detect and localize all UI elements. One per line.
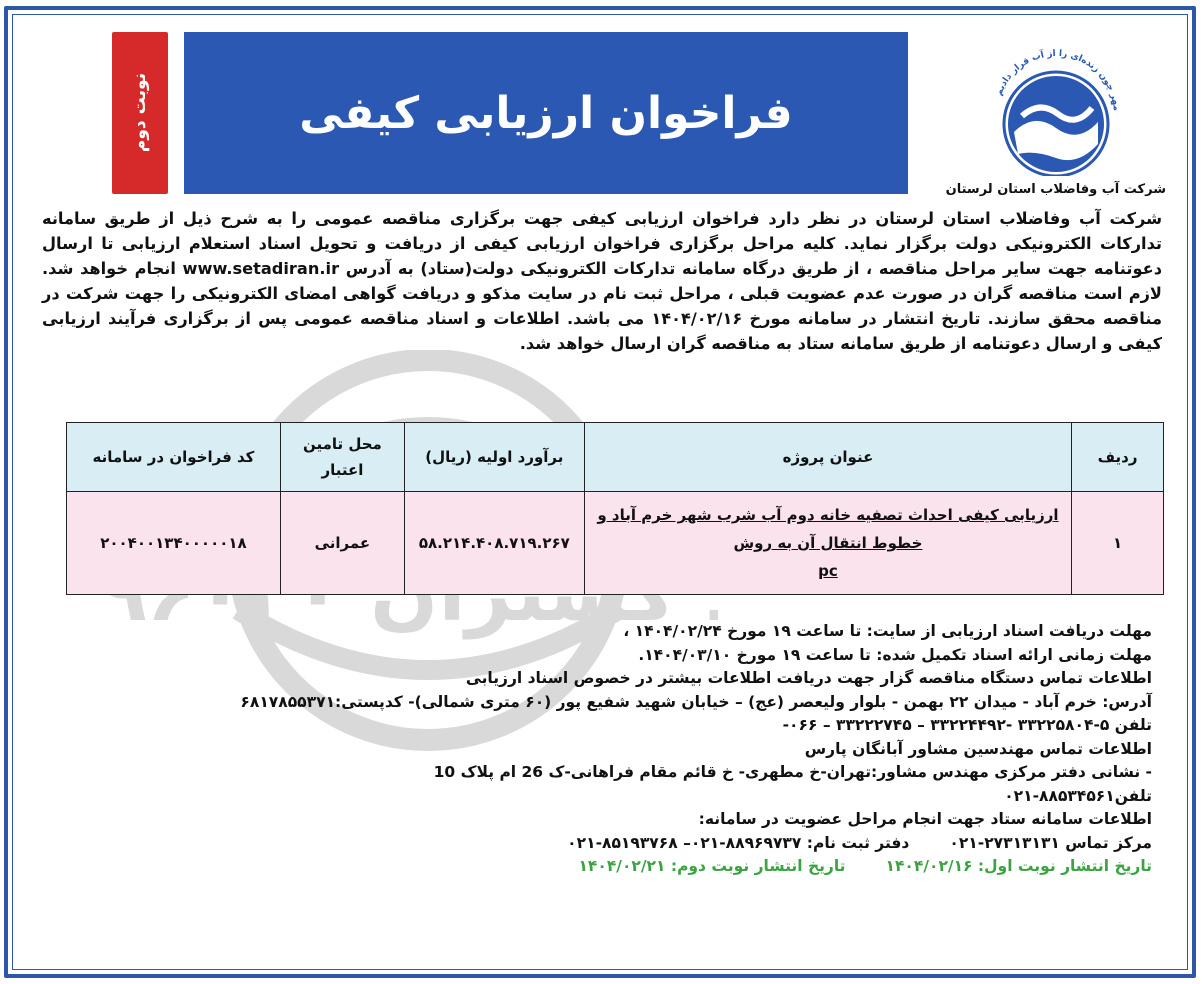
round-badge bbox=[112, 32, 168, 194]
cell-project-title: ارزیابی کیفی احداث تصفیه خانه دوم آب شرب شهر خرم آباد و خطوط انتقال آن به روش pc bbox=[584, 492, 1071, 595]
address: آدرس: خرم آباد - میدان ۲۲ بهمن - بلوار ولیعصر (عج) – خیابان شهید شفیع پور (۶۰ متری شمالی)- کدپستی:۶۸۱۷۸۵۵۳۷۱ bbox=[240, 692, 1152, 711]
header-funding-source: محل تامین اعتبار bbox=[280, 423, 404, 492]
publication-first: تاریخ انتشار نوبت اول: ۱۴۰۴/۰۲/۱۶ bbox=[885, 857, 1152, 875]
publication-second: تاریخ انتشار نوبت دوم: ۱۴۰۴/۰۲/۲۱ bbox=[578, 857, 846, 875]
table-row bbox=[67, 492, 1164, 595]
consultant-address: - نشانی دفتر مرکزی مهندس مشاور:تهران-خ مطهری- خ قائم مقام فراهانی-ک 26 ام پلاک 10 bbox=[433, 763, 1152, 781]
logo-slogan: مهر چون زنده‌ای را از آب قرار دادیم bbox=[994, 48, 1121, 112]
header-project-title: عنوان پروژه bbox=[584, 423, 1071, 492]
table-header-row bbox=[67, 423, 1164, 492]
intro-paragraph bbox=[42, 206, 1162, 356]
deadline-receive: مهلت دریافت اسناد ارزیابی از سایت: تا ساعت ۱۹ مورخ ۱۴۰۴/۰۲/۲۴ ، bbox=[623, 622, 1152, 640]
round-badge-label: نوبت دوم bbox=[130, 73, 150, 153]
setad-office: دفتر ثبت نام: ۸۸۹۶۹۷۳۷-۰۲۱– ۸۵۱۹۳۷۶۸-۰۲۱ bbox=[567, 833, 910, 852]
deadline-submit: مهلت زمانی ارائه اسناد تکمیل شده: تا ساعت ۱۹ مورخ ۱۴۰۴/۰۳/۱۰. bbox=[638, 645, 1152, 664]
notice-frame bbox=[4, 6, 1196, 978]
phone: تلفن ۵-۳۳۲۲۵۸۰۴ -۳۳۲۲۴۴۹۲ – ۳۳۲۲۲۷۴۵ – ۰۶۶- bbox=[782, 716, 1152, 734]
title-banner bbox=[184, 32, 908, 194]
cell-tender-code: ۲۰۰۴۰۰۱۳۴۰۰۰۰۰۱۸ bbox=[67, 492, 281, 595]
header-initial-estimate: برآورد اولیه (ریال) bbox=[404, 423, 584, 492]
page-title: فراخوان ارزیابی کیفی bbox=[299, 87, 793, 139]
cell-initial-estimate: ۵۸.۲۱۴.۴۰۸.۷۱۹.۲۶۷ bbox=[404, 492, 584, 595]
cell-row-number: ۱ bbox=[1072, 492, 1164, 595]
setad-contacts bbox=[42, 832, 1152, 856]
water-wave-logo-icon bbox=[978, 36, 1134, 176]
contact-title: اطلاعات تماس دستگاه مناقصه گزار جهت دریافت اطلاعات بیشتر در خصوص اسناد ارزیابی bbox=[465, 669, 1152, 687]
consultant-phone: تلفن۸۸۵۳۴۵۶۱-۰۲۱ bbox=[1004, 786, 1152, 805]
intro-text-2: انجام خواهد شد. لازم است مناقصه گران در صورت عدم عضویت قبلی ، مراحل ثبت نام در سایت مذکو و دریافت گواهی امضای الکترونیکی را جهت شرکت در مناقصه محقق سازند. تاریخ انتشار در سامانه مورخ ۱۴۰۴/۰۲/۱۶ می باشد. اطلاعات و اسناد مناقصه عمومی پس از برگزاری فرآیند ارزیابی کیفی و ارسال دعوتنامه از طریق سامانه ستاد به مناقصه گران ارسال خواهد شد. bbox=[42, 259, 1162, 353]
header-row-number: ردیف bbox=[1072, 423, 1164, 492]
header-tender-code: کد فراخوان در سامانه bbox=[67, 423, 281, 492]
setad-url-link[interactable]: www.setadiran.ir bbox=[182, 259, 340, 278]
intro-text-1: شرکت آب وفاضلاب استان لرستان در نظر دارد فراخوان ارزیابی کیفی جهت برگزاری مناقصه عمومی را به شرح ذیل از طریق سامانه تدارکات الکترونیکی دولت برگزار نماید. کلیه مراحل برگزاری فراخوان ارزیابی کیفی از دریافت و تحویل اسناد استعلام ارزیابی تا ارسال دعوتنامه جهت سایر مراحل مناقصه ، از طریق درگاه سامانه تدارکات الکترونیکی دولت(ستاد) به آدرس bbox=[42, 209, 1162, 278]
setad-title: اطلاعات سامانه ستاد جهت انجام مراحل عضویت در سامانه: bbox=[698, 810, 1152, 828]
consultant-title: اطلاعات تماس مهندسین مشاور آبانگان پارس bbox=[804, 739, 1152, 758]
details-section bbox=[42, 620, 1152, 879]
setad-center: مرکز تماس ۲۷۳۱۳۱۳۱-۰۲۱ bbox=[949, 833, 1152, 852]
publication-dates bbox=[42, 855, 1152, 879]
company-name: شرکت آب وفاضلاب استان لرستان bbox=[945, 182, 1166, 197]
cell-funding-source: عمرانی bbox=[280, 492, 404, 595]
tender-table bbox=[66, 422, 1164, 595]
